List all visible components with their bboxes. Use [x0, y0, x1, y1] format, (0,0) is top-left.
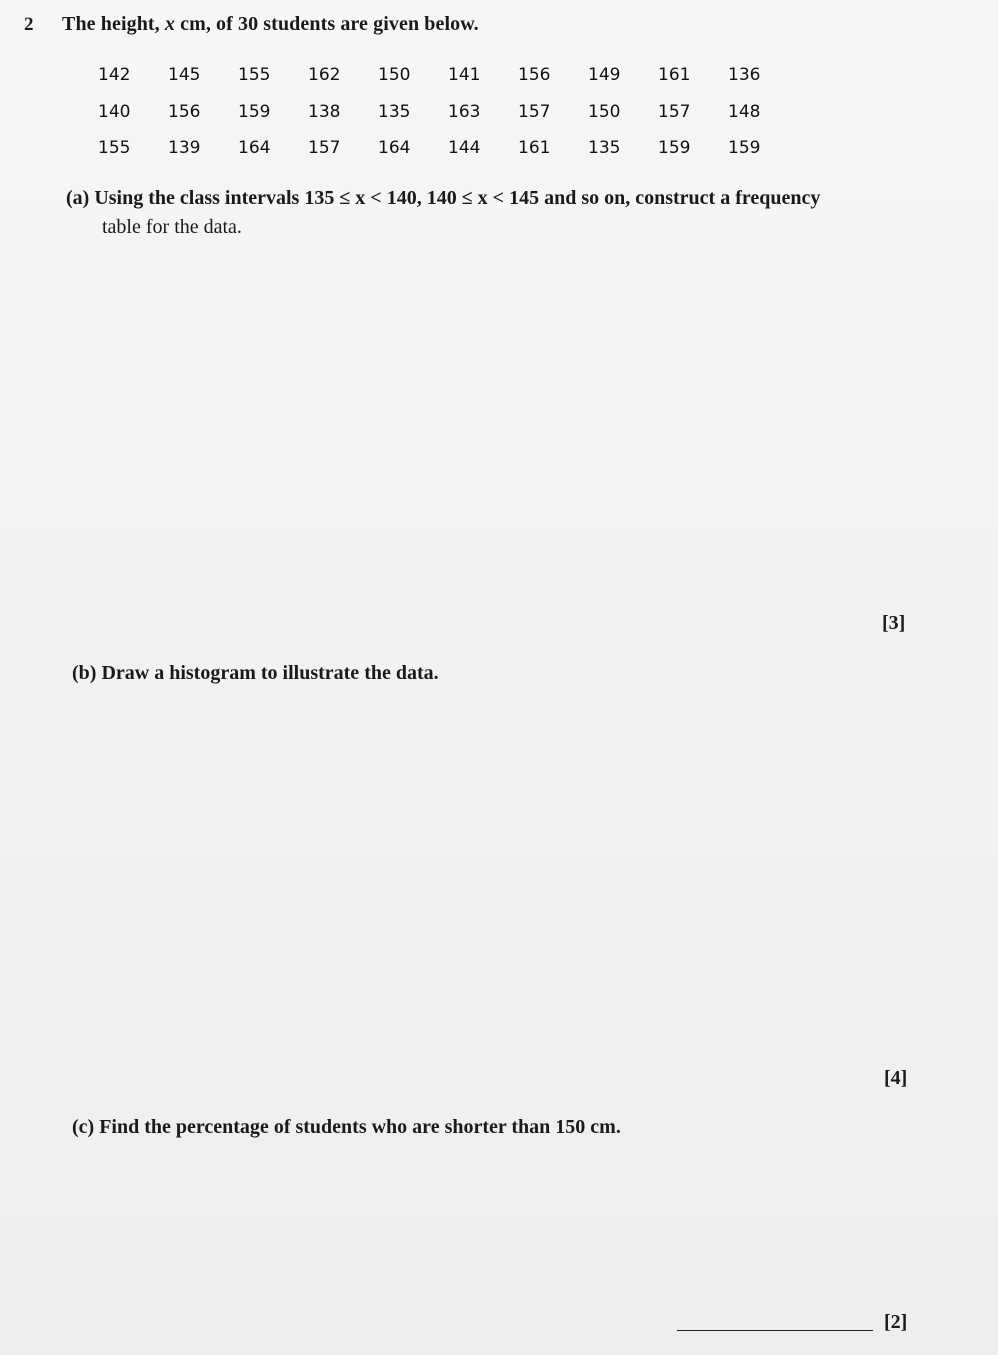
- height-value: 155: [238, 65, 271, 86]
- part-a-line1: [66, 184, 896, 213]
- height-value: 141: [448, 65, 481, 86]
- height-value: 163: [448, 101, 481, 122]
- height-value: 135: [588, 138, 621, 159]
- part-b: [72, 662, 439, 685]
- height-value: 145: [168, 65, 201, 86]
- part-a-label: (a): [66, 187, 90, 209]
- heights-row: [98, 94, 798, 131]
- height-value: 149: [588, 65, 621, 86]
- height-value: 164: [378, 138, 411, 159]
- heights-row: [98, 130, 798, 167]
- height-value: 140: [98, 101, 131, 122]
- heights-data-grid: [98, 57, 798, 167]
- part-c: [72, 1116, 621, 1139]
- part-c-marks: [2]: [884, 1311, 908, 1333]
- height-value: 155: [98, 138, 131, 159]
- question-number: 2: [24, 14, 34, 35]
- height-value: 161: [518, 138, 551, 159]
- height-value: 139: [168, 138, 201, 159]
- height-value: 161: [658, 65, 691, 86]
- height-value: 135: [378, 101, 411, 122]
- part-b-label: (b): [72, 662, 97, 684]
- height-value: 159: [238, 101, 271, 122]
- height-value: 144: [448, 138, 481, 159]
- height-value: 138: [308, 101, 341, 122]
- part-b-text: Draw a histogram to illustrate the data.: [101, 662, 439, 684]
- height-value: 150: [588, 101, 621, 122]
- height-value: 156: [168, 101, 201, 122]
- height-value: 157: [308, 138, 341, 159]
- stem-text-after: cm, of 30 students are given below.: [175, 13, 479, 35]
- height-value: 159: [728, 138, 761, 159]
- heights-row: [98, 57, 798, 94]
- height-value: 148: [728, 101, 761, 122]
- height-value: 164: [238, 138, 271, 159]
- stem-variable: x: [164, 13, 175, 35]
- part-a-marks: [3]: [882, 612, 906, 634]
- part-a-line2: table for the data.: [102, 216, 242, 238]
- part-c-label: (c): [72, 1116, 95, 1138]
- stem-text-before: The height,: [62, 13, 165, 35]
- part-c-text: Find the percentage of students who are shorter than 150 cm.: [99, 1116, 621, 1138]
- part-a-text: Using the class intervals 135 ≤ x < 140, 140 ≤ x < 145 and so on, construct a frequency: [94, 187, 821, 209]
- height-value: 156: [518, 65, 551, 86]
- height-value: 159: [658, 138, 691, 159]
- height-value: 142: [98, 65, 131, 86]
- height-value: 150: [378, 65, 411, 86]
- height-value: 157: [658, 101, 691, 122]
- question-stem: [62, 13, 479, 36]
- height-value: 136: [728, 65, 761, 86]
- height-value: 157: [518, 101, 551, 122]
- height-value: 162: [308, 65, 341, 86]
- part-a: [66, 184, 896, 242]
- part-b-marks: [4]: [884, 1067, 908, 1089]
- answer-line[interactable]: [677, 1330, 873, 1331]
